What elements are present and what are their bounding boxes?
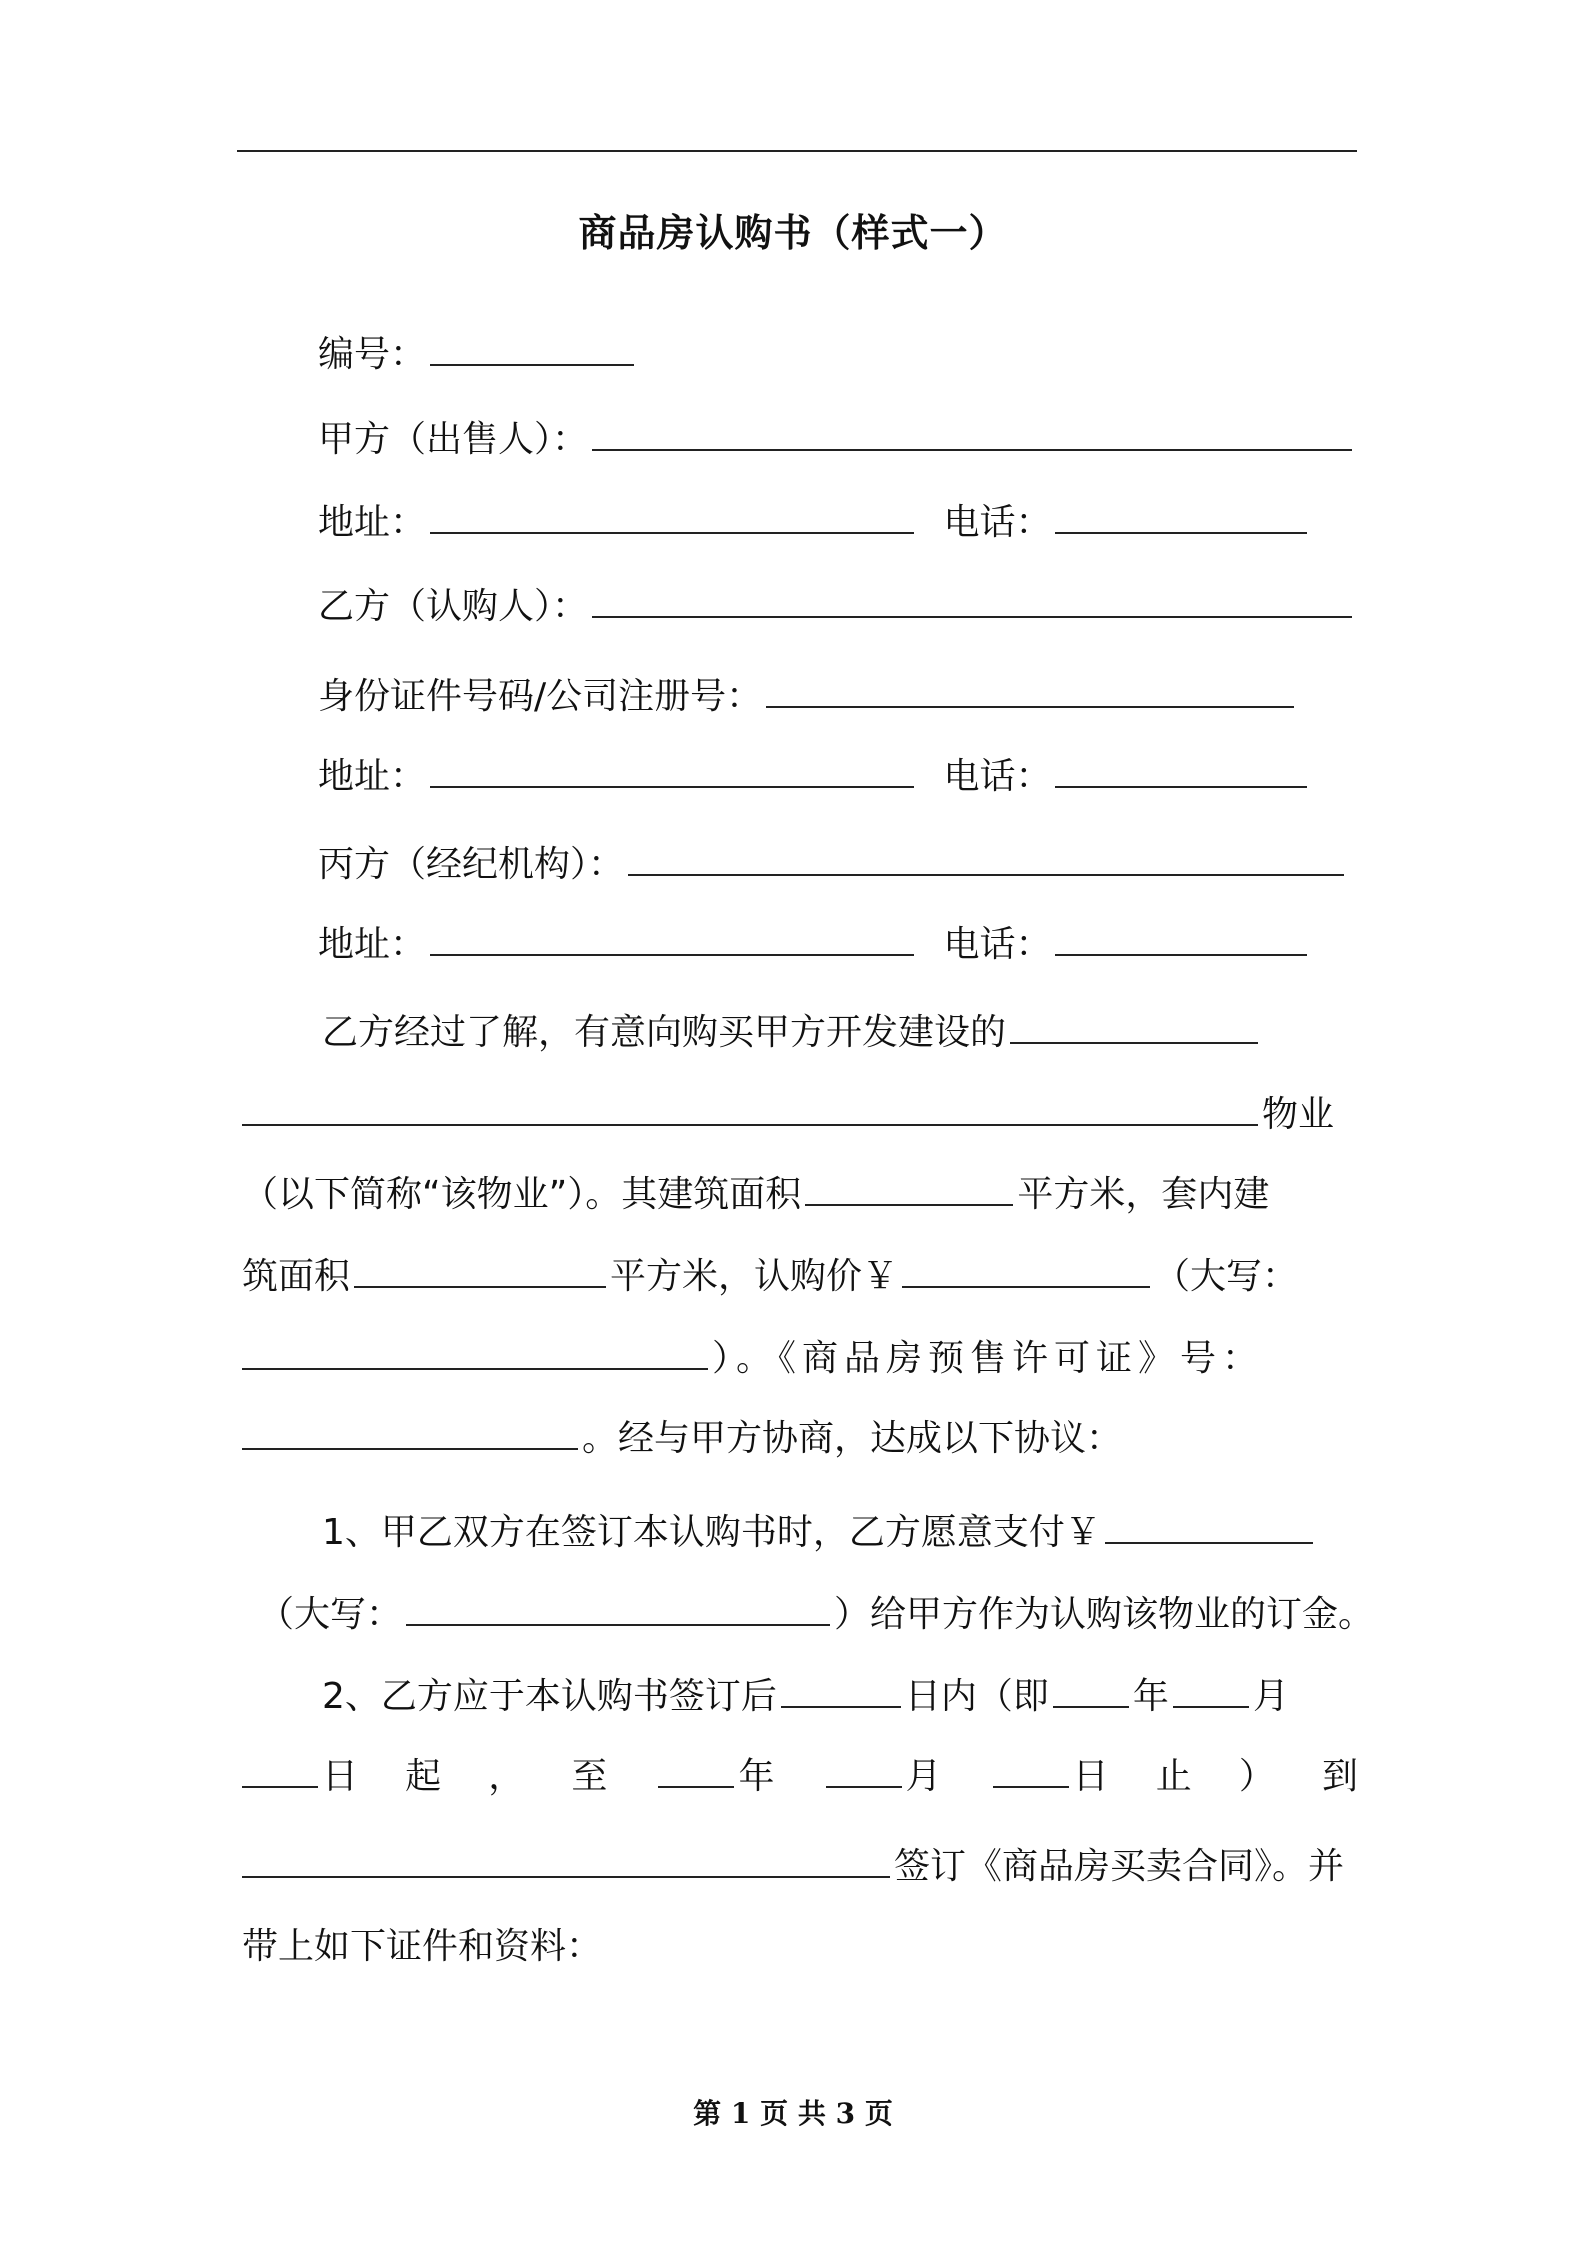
intro-line-3: [242, 1170, 1269, 1220]
page-footer: 第 1 页 共 3 页: [693, 2097, 893, 2130]
clause-1-line-1: [322, 1508, 1317, 1558]
price-label: 平方米，认购价￥: [610, 1256, 899, 1297]
year-label: 年: [1132, 1676, 1169, 1717]
serial-number-line: [318, 330, 638, 380]
inner-area-label: 筑面积: [242, 1256, 351, 1297]
serial-label: 编号：: [318, 334, 427, 375]
id-label: 身份证件号码/公司注册号：: [318, 676, 763, 717]
party-a-address-line: [318, 498, 1311, 548]
month-label: 月: [905, 1756, 942, 1797]
party-c-line: [318, 840, 1348, 890]
party-c-address-blank[interactable]: [430, 920, 914, 956]
address-label: 地址：: [318, 502, 427, 543]
sign-contract-text: 签订《商品房买卖合同》。并: [894, 1846, 1345, 1887]
intro-line-5: [242, 1334, 1264, 1384]
clause-1-text: 1、甲乙双方在签订本认购书时，乙方愿意支付￥: [322, 1512, 1101, 1553]
arrive-label: 到: [1321, 1756, 1358, 1797]
agreement-intro: 。经与甲方协商，达成以下协议：: [582, 1418, 1123, 1459]
party-a-line: [318, 415, 1356, 465]
deposit-purpose-text: ）给甲方作为认购该物业的订金。: [834, 1594, 1375, 1635]
stop-label: 止: [1155, 1756, 1192, 1797]
party-c-phone-blank[interactable]: [1055, 920, 1307, 956]
inner-area-blank[interactable]: [354, 1252, 606, 1288]
intro-line-2: [242, 1090, 1334, 1140]
property-word: 物业: [1262, 1094, 1335, 1135]
deposit-amount-blank[interactable]: [1105, 1508, 1313, 1544]
intro-line-1: [322, 1008, 1262, 1058]
day-label: 日: [322, 1756, 359, 1797]
phone-label: 电话：: [943, 924, 1052, 965]
id-number-line: [318, 672, 1298, 722]
document-title: 商品房认购书（样式一）: [578, 211, 1008, 255]
id-number-blank[interactable]: [766, 672, 1294, 708]
property-name-blank[interactable]: [242, 1090, 1258, 1126]
clause-2-line-3: [242, 1842, 1344, 1892]
party-b-label: 乙方（认购人）：: [318, 586, 589, 627]
signing-location-blank[interactable]: [242, 1842, 890, 1878]
days-blank[interactable]: [781, 1672, 901, 1708]
start-month-blank[interactable]: [1173, 1672, 1249, 1708]
party-b-blank[interactable]: [592, 582, 1352, 618]
party-a-blank[interactable]: [592, 415, 1352, 451]
presale-permit-blank[interactable]: [242, 1414, 578, 1450]
phone-label: 电话：: [943, 756, 1052, 797]
clause-2-line-4: [242, 1922, 602, 1972]
capital-amount-blank[interactable]: [242, 1334, 708, 1370]
party-c-label: 丙方（经纪机构）：: [318, 844, 625, 885]
developer-project-blank[interactable]: [1010, 1008, 1258, 1044]
intro-text: 乙方经过了解，有意向购买甲方开发建设的: [322, 1012, 1007, 1053]
party-b-phone-blank[interactable]: [1055, 752, 1307, 788]
header-rule: [237, 150, 1357, 152]
clause-2-text: 2、乙方应于本认购书签订后: [322, 1676, 777, 1717]
intro-line-4: [242, 1252, 1298, 1302]
address-label: 地址：: [318, 756, 427, 797]
sqm-inner-label: 平方米，套内建: [1017, 1174, 1270, 1215]
building-area-blank[interactable]: [805, 1170, 1013, 1206]
capital-amount-label: （大写：: [1154, 1256, 1299, 1297]
end-day-blank[interactable]: [993, 1752, 1069, 1788]
address-label: 地址：: [318, 924, 427, 965]
deposit-capital-blank[interactable]: [406, 1590, 830, 1626]
close-paren-label: ）: [1238, 1756, 1275, 1797]
party-a-phone-blank[interactable]: [1055, 498, 1307, 534]
to-label: 至: [571, 1756, 608, 1797]
deposit-capital-label: （大写：: [258, 1594, 403, 1635]
party-b-address-blank[interactable]: [430, 752, 914, 788]
intro-line-6: [242, 1414, 1122, 1464]
within-days-label: 日内（即: [904, 1676, 1049, 1717]
from-label: 起: [405, 1756, 442, 1797]
phone-label: 电话：: [943, 502, 1052, 543]
presale-permit-label: ）。《商品房预售许可证》号：: [712, 1338, 1265, 1379]
year-label: 年: [738, 1756, 775, 1797]
party-a-label: 甲方（出售人）：: [318, 419, 589, 460]
clause-1-line-2: [258, 1590, 1374, 1640]
day-label: 日: [1072, 1756, 1109, 1797]
party-c-blank[interactable]: [628, 840, 1344, 876]
area-label: （以下简称“该物业”）。其建筑面积: [242, 1174, 802, 1215]
clause-2-line-2: [242, 1752, 1358, 1802]
serial-blank[interactable]: [430, 330, 634, 366]
start-day-blank[interactable]: [242, 1752, 318, 1788]
comma-label: ，: [488, 1756, 525, 1797]
party-b-line: [318, 582, 1356, 632]
month-label: 月: [1252, 1676, 1289, 1717]
clause-2-line-1: [322, 1672, 1289, 1722]
party-c-address-line: [318, 920, 1311, 970]
end-year-blank[interactable]: [658, 1752, 734, 1788]
party-b-address-line: [318, 752, 1311, 802]
party-a-address-blank[interactable]: [430, 498, 914, 534]
start-year-blank[interactable]: [1053, 1672, 1129, 1708]
end-month-blank[interactable]: [826, 1752, 902, 1788]
documents-text: 带上如下证件和资料：: [242, 1926, 603, 1967]
price-blank[interactable]: [902, 1252, 1150, 1288]
